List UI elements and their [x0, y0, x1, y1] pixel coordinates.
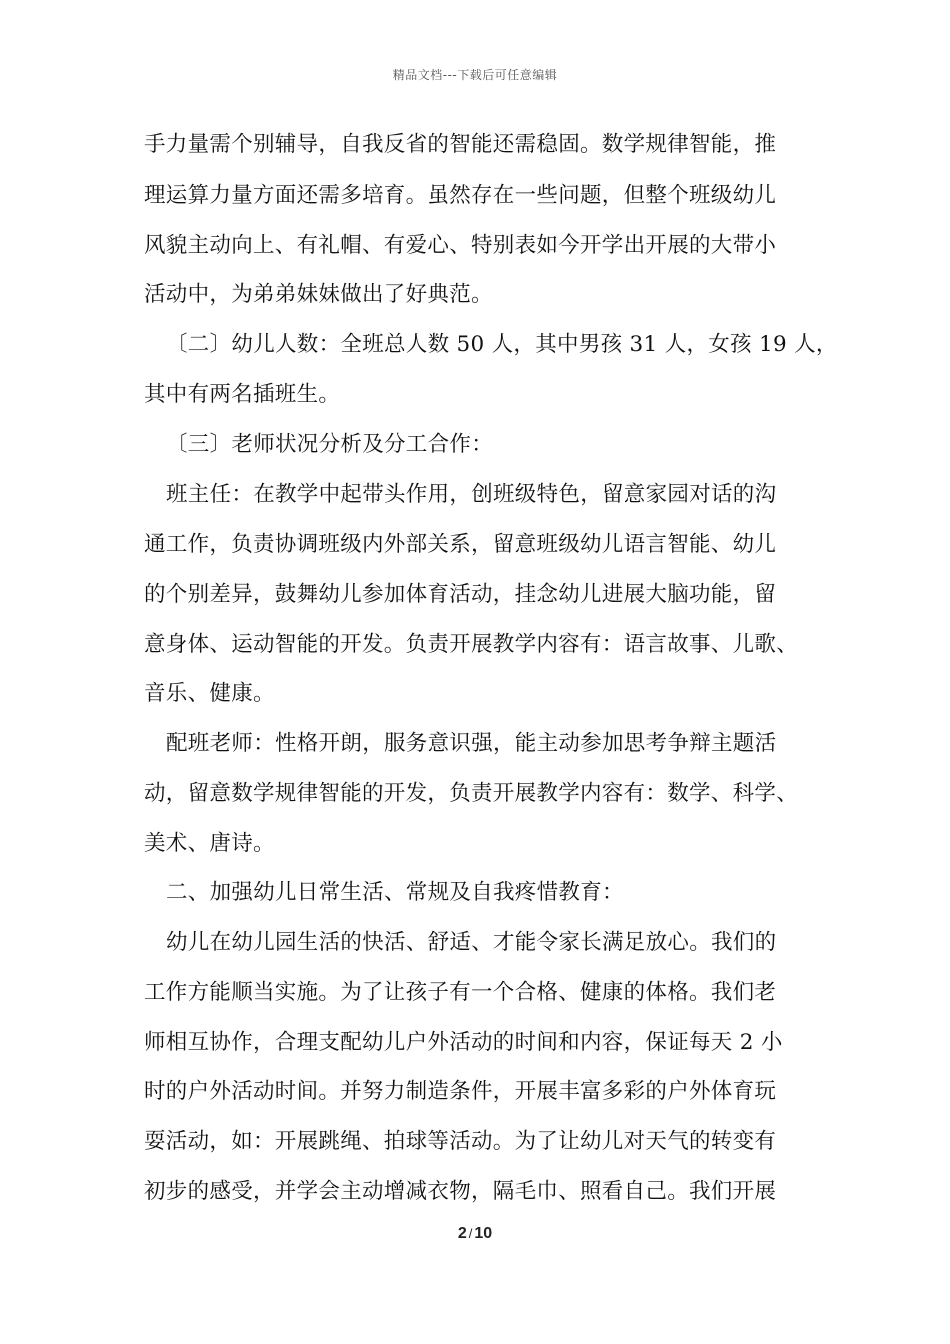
text-line: 音乐、健康。 — [144, 681, 275, 706]
text-line: 美术、唐诗。 — [144, 831, 275, 856]
text-line: 幼儿在幼儿园生活的快活、舒适、才能令家长满足放心。我们的 — [166, 930, 777, 955]
text-line: 初步的感受，并学会主动增减衣物，隔毛巾、照看自己。我们开展 — [144, 1179, 777, 1204]
text-line: 手力量需个别辅导，自我反省的智能还需稳固。数学规律智能，推 — [144, 132, 777, 157]
text-line: 师相互协作，合理支配幼儿户外活动的时间和内容，保证每天 2 小 — [144, 1030, 783, 1055]
text-line: 耍活动，如：开展跳绳、拍球等活动。为了让幼儿对天气的转变有 — [144, 1129, 777, 1154]
text-line: 班主任：在教学中起带头作用，创班级特色，留意家园对话的沟 — [166, 482, 777, 507]
page-header: 精品文档---下载后可任意编辑 — [392, 68, 558, 82]
text-line: 通工作，负责协调班级内外部关系，留意班级幼儿语言智能、幼儿 — [144, 532, 777, 557]
text-line: 活动中，为弟弟妹妹做出了好典范。 — [144, 282, 493, 307]
text-line: 工作方能顺当实施。为了让孩子有一个合格、健康的体格。我们老 — [144, 980, 777, 1005]
text-line: 风貌主动向上、有礼帽、有爱心、特别表如今开学出开展的大带小 — [144, 233, 777, 258]
text-line: 配班老师：性格开朗，服务意识强，能主动参加思考争辩主题活 — [166, 731, 777, 756]
text-line: 动，留意数学规律智能的开发，负责开展教学内容有：数学、科学、 — [144, 781, 799, 806]
text-line: 时的户外活动时间。并努力制造条件，开展丰富多彩的户外体育玩 — [144, 1079, 777, 1104]
text-line: 〔三〕老师状况分析及分工合作： — [166, 432, 494, 457]
total-page-count: 10 — [474, 1225, 493, 1242]
page-number — [0, 1225, 950, 1243]
text-line: 〔二〕幼儿人数：全班总人数 50 人，其中男孩 31 人，女孩 19 人， — [166, 332, 838, 357]
current-page-number: 2 — [457, 1225, 467, 1242]
text-line: 理运算力量方面还需多培育。虽然存在一些问题，但整个班级幼儿 — [144, 183, 777, 208]
page-separator: / — [468, 1226, 473, 1241]
text-line: 其中有两名插班生。 — [144, 382, 341, 407]
text-line: 意身体、运动智能的开发。负责开展教学内容有：语言故事、儿歌、 — [144, 632, 799, 657]
text-line: 的个别差异，鼓舞幼儿参加体育活动，挂念幼儿进展大脑功能，留 — [144, 582, 777, 607]
text-line: 二、加强幼儿日常生活、常规及自我疼惜教育： — [166, 880, 624, 905]
